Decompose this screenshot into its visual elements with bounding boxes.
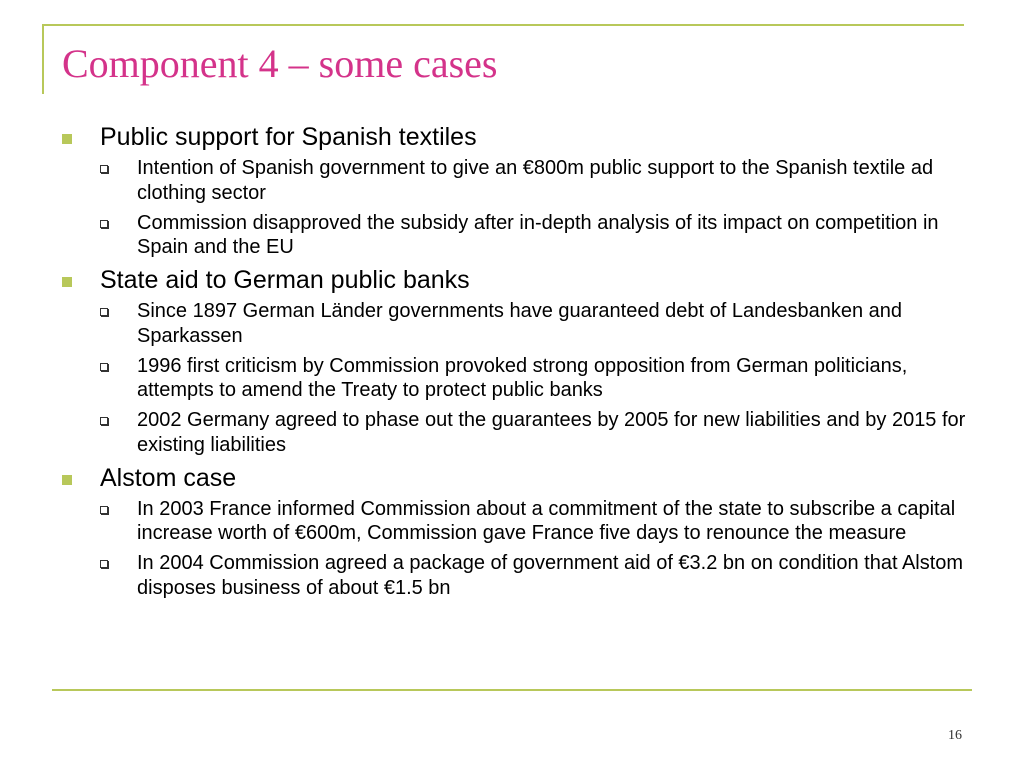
- list-item: [62, 299, 972, 348]
- list-item: [62, 497, 972, 546]
- list-item: [62, 354, 972, 403]
- section-spanish-textiles: [62, 122, 972, 152]
- hollow-square-bullet-icon: [100, 417, 108, 425]
- section-german-public-banks: [62, 265, 972, 295]
- bottom-decorative-rule: [52, 689, 972, 691]
- list-item: [62, 408, 972, 457]
- square-bullet-icon: [62, 134, 72, 144]
- section-points-list: [62, 299, 972, 457]
- section-points-list: [62, 156, 972, 260]
- hollow-square-bullet-icon: [100, 220, 108, 228]
- page-number: 16: [948, 728, 962, 743]
- square-bullet-icon: [62, 277, 72, 287]
- slide-content: [62, 122, 972, 606]
- list-item-text: Commission disapproved the subsidy after in-depth analysis of its impact on competition in Spain and the EU: [137, 211, 939, 258]
- list-item: [62, 551, 972, 600]
- section-heading: State aid to German public banks: [100, 266, 470, 294]
- list-item-text: 1996 first criticism by Commission provoked strong opposition from German politicians, attempts to amend the Treaty to protect public banks: [137, 354, 908, 401]
- slide-title: Component 4 – some cases: [62, 41, 498, 86]
- hollow-square-bullet-icon: [100, 560, 108, 568]
- hollow-square-bullet-icon: [100, 308, 108, 316]
- section-alstom-case: [62, 463, 972, 493]
- list-item-text: Intention of Spanish government to give an €800m public support to the Spanish textile ad clothing sector: [137, 157, 934, 204]
- list-item-text: In 2004 Commission agreed a package of government aid of €3.2 bn on condition that Alstom disposes business of about €1.5 bn: [137, 552, 964, 599]
- section-heading: Alstom case: [100, 463, 237, 492]
- hollow-square-bullet-icon: [100, 363, 108, 371]
- hollow-square-bullet-icon: [100, 506, 108, 514]
- top-decorative-rule: [42, 24, 964, 26]
- square-bullet-icon: [62, 475, 72, 485]
- list-item: [62, 156, 972, 205]
- list-item-text: Since 1897 German Länder governments have guaranteed debt of Landesbanken and Sparkassen: [137, 300, 902, 347]
- section-points-list: [62, 497, 972, 601]
- list-item-text: In 2003 France informed Commission about a commitment of the state to subscribe a capital increase worth of €600m, Commission gave France five days to renounce the measure: [137, 497, 956, 544]
- list-item-text: 2002 Germany agreed to phase out the guarantees by 2005 for new liabilities and by 2015 for existing liabilities: [137, 409, 966, 456]
- left-decorative-rule: [42, 24, 44, 94]
- list-item: [62, 211, 972, 260]
- hollow-square-bullet-icon: [100, 165, 108, 173]
- section-heading: Public support for Spanish textiles: [100, 123, 477, 151]
